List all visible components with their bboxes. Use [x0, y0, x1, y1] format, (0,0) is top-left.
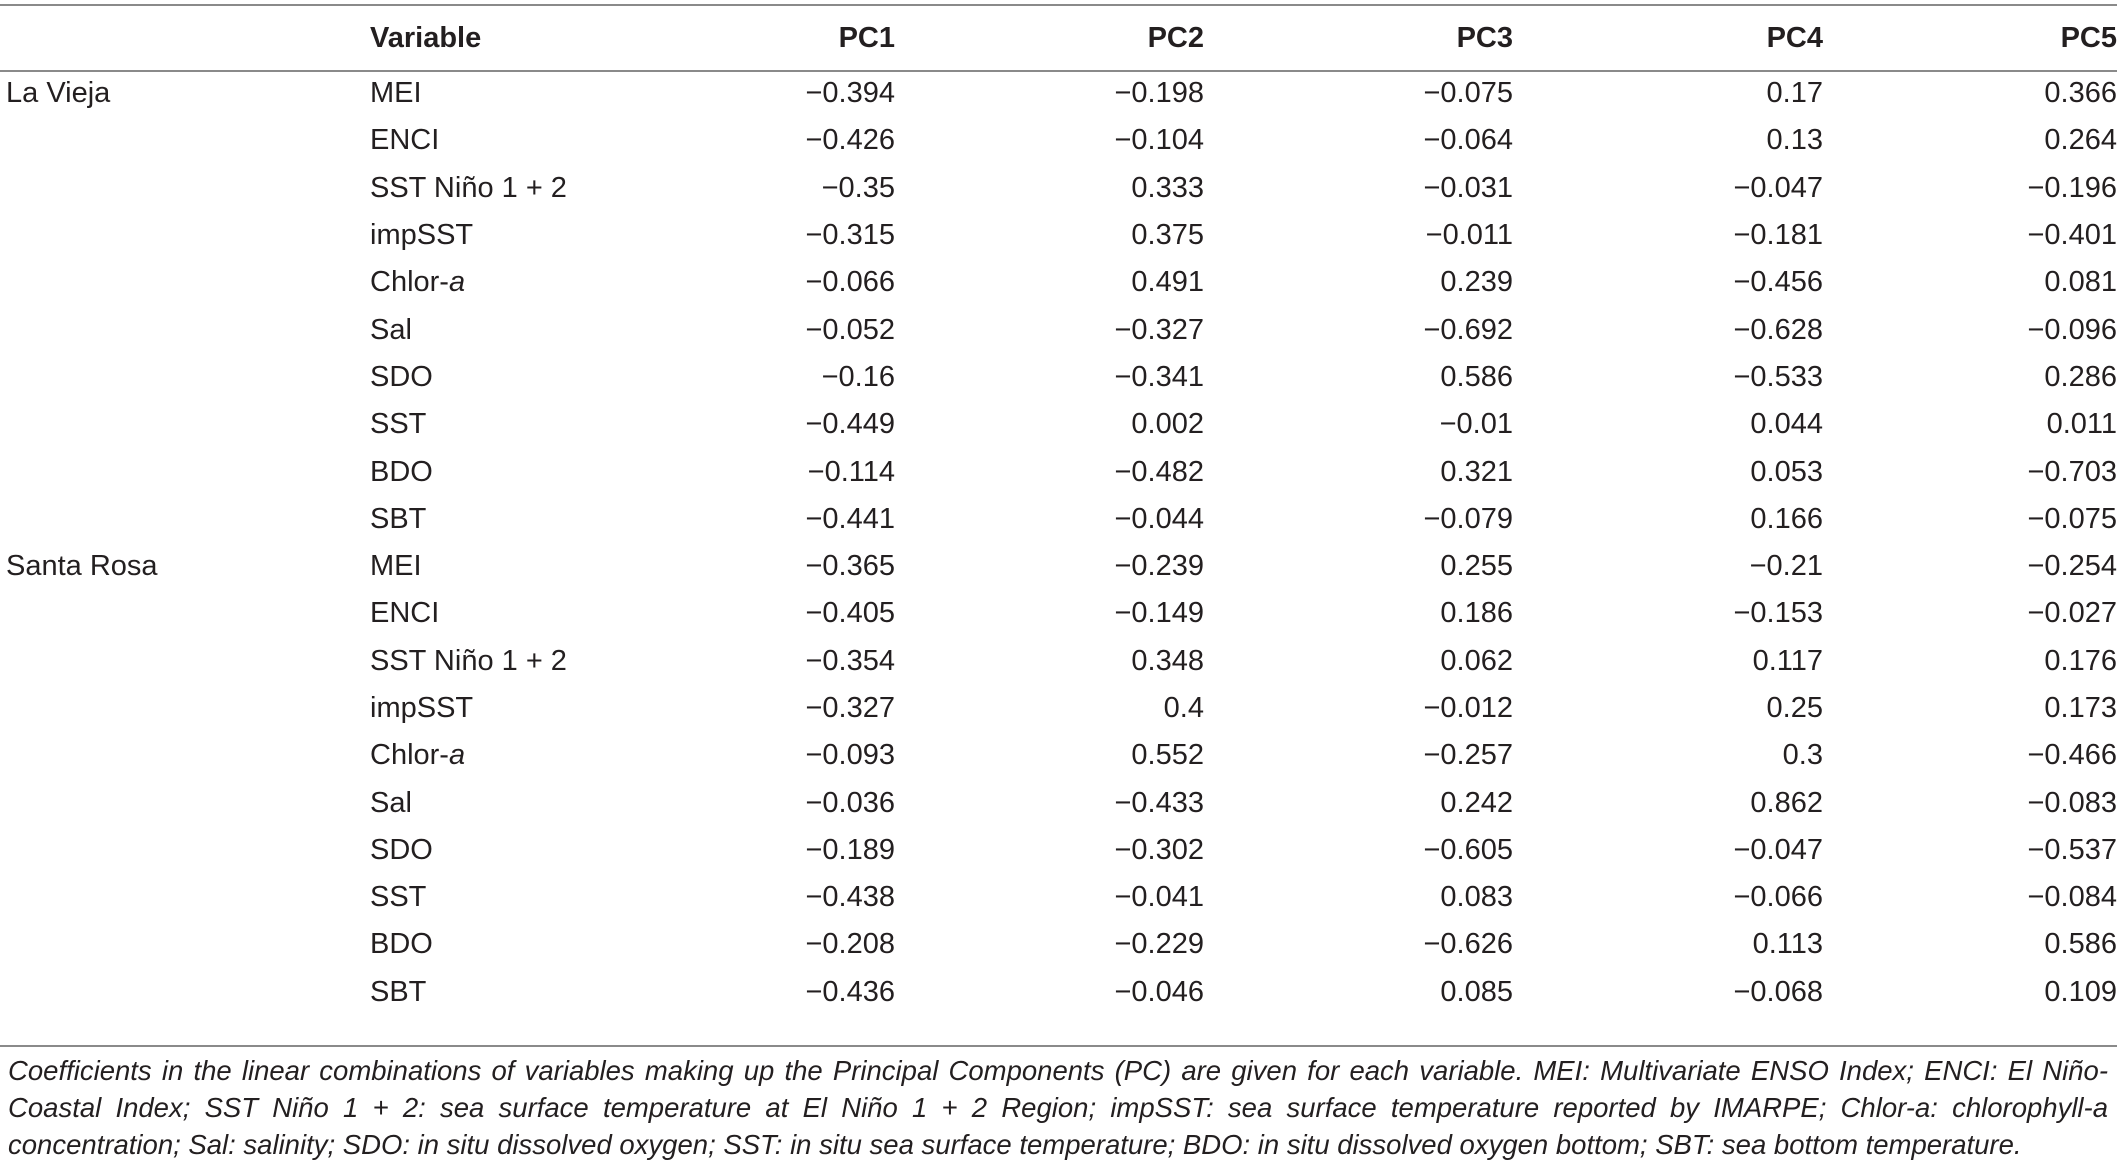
pc3-value: −0.079	[1423, 502, 1513, 535]
site-cell	[0, 921, 370, 968]
header-pc3: PC3	[1456, 21, 1513, 54]
table-row	[0, 874, 2117, 921]
variable-name: Sal	[370, 313, 412, 346]
pc2-value: −0.229	[1114, 928, 1204, 961]
pc1-value: −0.35	[821, 171, 895, 204]
pc3-value: 0.186	[1440, 597, 1513, 630]
variable-cell	[370, 779, 790, 826]
pc1-value: −0.436	[805, 975, 895, 1008]
table-row	[0, 921, 2117, 968]
variable-cell	[370, 732, 790, 779]
variable-cell	[370, 921, 790, 968]
pc2-value: −0.327	[1114, 313, 1204, 346]
pc3-value: −0.031	[1423, 171, 1513, 204]
pc2-value: 0.4	[1163, 692, 1204, 724]
pc1-value: −0.114	[807, 455, 895, 488]
pc4-value: 0.044	[1750, 408, 1823, 441]
pc3-value: −0.075	[1423, 77, 1513, 110]
variable-name: ENCI	[370, 124, 440, 157]
pc2-value: −0.302	[1114, 833, 1204, 866]
variable-name: BDO	[370, 928, 433, 961]
pc1-value: −0.036	[805, 786, 895, 819]
pc4-value: −0.628	[1733, 313, 1823, 346]
pc5-value: −0.027	[2027, 597, 2117, 630]
table-row	[0, 117, 2117, 164]
pc4-value: 0.17	[1766, 77, 1823, 110]
site-cell: La Vieja	[6, 77, 111, 110]
site-cell	[0, 732, 370, 779]
pc1-value: −0.16	[821, 360, 895, 393]
pc3-value: 0.255	[1440, 550, 1513, 583]
table-row	[0, 969, 2117, 1016]
pc4-value: −0.456	[1733, 266, 1823, 299]
variable-cell	[370, 401, 790, 448]
pc2-value: −0.482	[1114, 455, 1204, 488]
site-cell	[0, 969, 370, 1016]
pc1-value: −0.405	[805, 597, 895, 630]
pc5-value: −0.196	[2027, 171, 2117, 204]
pc3-value: 0.239	[1440, 266, 1513, 299]
variable-cell	[370, 874, 790, 921]
table-bottom-rule	[0, 1045, 2117, 1047]
pc4-value: 0.166	[1750, 502, 1823, 535]
pc5-value: 0.109	[2044, 975, 2117, 1008]
variable-cell	[370, 590, 790, 637]
variable-name: MEI	[370, 550, 422, 583]
table-row	[0, 496, 2117, 543]
pc2-value: 0.375	[1131, 219, 1204, 252]
pc5-value: 0.081	[2044, 266, 2117, 299]
variable-cell	[370, 969, 790, 1016]
site-cell: Santa Rosa	[6, 550, 158, 583]
table-row	[0, 306, 2117, 353]
table-row	[0, 827, 2117, 874]
pc1-value: −0.426	[805, 124, 895, 157]
pc4-value: −0.21	[1749, 550, 1823, 583]
pc2-value: −0.239	[1114, 550, 1204, 583]
variable-cell	[370, 117, 790, 164]
variable-name: SDO	[370, 833, 433, 866]
pc3-value: −0.011	[1425, 219, 1513, 252]
pc1-value: −0.093	[805, 739, 895, 772]
variable-name: SST Niño 1 + 2	[370, 171, 567, 204]
variable-cell	[370, 306, 790, 353]
site-cell	[0, 165, 370, 212]
site-cell	[0, 874, 370, 921]
site-cell	[0, 590, 370, 637]
pc4-value: 0.3	[1782, 739, 1823, 772]
site-cell	[0, 117, 370, 164]
pc2-value: 0.491	[1131, 266, 1204, 299]
site-cell	[0, 827, 370, 874]
site-cell	[0, 354, 370, 401]
site-cell	[0, 306, 370, 353]
pc5-value: 0.011	[2046, 408, 2117, 441]
pc5-value: −0.254	[2027, 550, 2117, 583]
header-pc2: PC2	[1147, 21, 1204, 54]
table-row	[0, 543, 2117, 590]
variable-name: MEI	[370, 77, 422, 110]
pc5-value: −0.537	[2027, 833, 2117, 866]
table-header-row	[0, 6, 2117, 70]
pc1-value: −0.315	[805, 219, 895, 252]
site-cell	[0, 638, 370, 685]
variable-name: Chlor-	[370, 266, 449, 299]
site-cell	[0, 259, 370, 306]
header-site	[0, 6, 370, 70]
pc1-value: −0.208	[805, 928, 895, 961]
table-row	[0, 685, 2117, 732]
variable-cell	[370, 543, 790, 590]
pc5-value: −0.083	[2027, 786, 2117, 819]
header-variable: Variable	[370, 21, 482, 54]
variable-cell	[370, 685, 790, 732]
table-row	[0, 212, 2117, 259]
pc4-value: −0.533	[1733, 360, 1823, 393]
variable-name: SST	[370, 881, 427, 914]
table-row	[0, 638, 2117, 685]
pc1-value: −0.438	[805, 881, 895, 914]
pc2-value: 0.348	[1131, 644, 1204, 677]
pc1-value: −0.365	[805, 550, 895, 583]
pca-coefficients-table	[0, 6, 2117, 1016]
pc3-value: −0.012	[1423, 692, 1513, 724]
pc3-value: 0.085	[1440, 975, 1513, 1008]
pc2-value: 0.002	[1131, 408, 1204, 441]
pc5-value: −0.084	[2027, 881, 2117, 914]
table-row	[0, 165, 2117, 212]
pc4-value: −0.047	[1733, 171, 1823, 204]
variable-cell	[370, 259, 790, 306]
pc4-value: −0.047	[1733, 833, 1823, 866]
table-row	[0, 779, 2117, 826]
variable-cell	[370, 354, 790, 401]
pc4-value: 0.25	[1766, 692, 1823, 724]
pc3-value: −0.257	[1423, 739, 1513, 772]
table-caption: Coefficients in the linear combinations of variables making up the Principal Components (PC) are given for each variable. MEI: Multivariate ENSO Index; ENCI: El Niño-Coastal Index; SST Niño 1 + 2: sea surface temperature at El Niño 1 + 2 Region; impSST: sea surface temperature reported by IMARPE; Chlor-a: chlorophyll-a concentration; Sal: salinity; SDO: in situ dissolved oxygen; SST: in situ sea surface temperature; BDO: in situ dissolved oxygen bottom; SBT: sea bottom temperature.	[8, 1055, 2108, 1160]
pc2-value: 0.333	[1131, 171, 1204, 204]
pc2-value: −0.046	[1114, 975, 1204, 1008]
table-row	[0, 401, 2117, 448]
pc3-value: 0.083	[1440, 881, 1513, 914]
variable-cell	[370, 827, 790, 874]
variable-name: impSST	[370, 692, 474, 724]
pc5-value: 0.286	[2044, 360, 2117, 393]
pc2-value: −0.198	[1114, 77, 1204, 110]
pc5-value: 0.173	[2044, 692, 2117, 724]
pc1-value: −0.394	[805, 77, 895, 110]
variable-name: Sal	[370, 786, 412, 819]
pc2-value: −0.433	[1114, 786, 1204, 819]
pc2-value: −0.341	[1114, 360, 1204, 393]
table-row	[0, 70, 2117, 117]
pc3-value: 0.586	[1440, 360, 1513, 393]
pc2-value: −0.044	[1114, 502, 1204, 535]
variable-name: Chlor-	[370, 739, 449, 772]
pc5-value: 0.586	[2044, 928, 2117, 961]
variable-cell	[370, 496, 790, 543]
pc5-value: −0.466	[2027, 739, 2117, 772]
pc3-value: 0.242	[1440, 786, 1513, 819]
pc3-value: −0.692	[1423, 313, 1513, 346]
pc2-value: −0.149	[1114, 597, 1204, 630]
pc5-value: 0.366	[2044, 77, 2117, 110]
variable-name-italic: a	[448, 266, 466, 299]
pc1-value: −0.052	[805, 313, 895, 346]
pc3-value: −0.01	[1439, 408, 1513, 441]
site-cell	[0, 496, 370, 543]
site-cell	[0, 401, 370, 448]
variable-name: SBT	[370, 975, 427, 1008]
variable-name: ENCI	[370, 597, 440, 630]
pc3-value: 0.321	[1440, 455, 1513, 488]
variable-cell	[370, 212, 790, 259]
variable-cell	[370, 448, 790, 495]
pc1-value: −0.327	[805, 692, 895, 724]
variable-name: impSST	[370, 219, 474, 252]
site-cell	[0, 685, 370, 732]
pc3-value: −0.626	[1423, 928, 1513, 961]
variable-name: BDO	[370, 455, 433, 488]
site-cell	[0, 212, 370, 259]
pc4-value: −0.153	[1733, 597, 1823, 630]
pc5-value: 0.176	[2044, 644, 2117, 677]
pc3-value: −0.064	[1423, 124, 1513, 157]
header-pc4: PC4	[1766, 21, 1823, 54]
pc5-value: −0.703	[2027, 455, 2117, 488]
pc1-value: −0.441	[805, 502, 895, 535]
pc5-value: −0.401	[2027, 219, 2117, 252]
pc4-value: 0.862	[1750, 786, 1823, 819]
variable-cell	[370, 638, 790, 685]
header-pc1: PC1	[838, 21, 895, 54]
site-cell	[0, 779, 370, 826]
variable-name: SBT	[370, 502, 427, 535]
variable-cell	[370, 70, 790, 117]
variable-name: SDO	[370, 360, 433, 393]
pc4-value: 0.13	[1766, 124, 1823, 157]
site-cell	[0, 448, 370, 495]
pc4-value: 0.117	[1752, 644, 1823, 677]
pc1-value: −0.189	[805, 833, 895, 866]
table-body	[0, 70, 2117, 1016]
header-pc5: PC5	[2060, 21, 2117, 54]
variable-name: SST Niño 1 + 2	[370, 644, 567, 677]
pc5-value: −0.096	[2027, 313, 2117, 346]
pc4-value: −0.068	[1733, 975, 1823, 1008]
table-row	[0, 732, 2117, 779]
pc4-value: −0.181	[1733, 219, 1823, 252]
pc4-value: 0.113	[1752, 928, 1823, 961]
pc1-value: −0.354	[805, 644, 895, 677]
table-row	[0, 590, 2117, 637]
pc2-value: 0.552	[1131, 739, 1204, 772]
table-row	[0, 354, 2117, 401]
variable-name: SST	[370, 408, 427, 441]
pc1-value: −0.449	[805, 408, 895, 441]
pc1-value: −0.066	[805, 266, 895, 299]
pc5-value: −0.075	[2027, 502, 2117, 535]
variable-cell	[370, 165, 790, 212]
table-row	[0, 259, 2117, 306]
variable-name-italic: a	[448, 739, 466, 772]
pc5-value: 0.264	[2044, 124, 2117, 157]
pc3-value: 0.062	[1440, 644, 1513, 677]
pc4-value: −0.066	[1733, 881, 1823, 914]
pc2-value: −0.104	[1114, 124, 1204, 157]
pc3-value: −0.605	[1423, 833, 1513, 866]
pc4-value: 0.053	[1750, 455, 1823, 488]
pc2-value: −0.041	[1114, 881, 1204, 914]
table-row	[0, 448, 2117, 495]
